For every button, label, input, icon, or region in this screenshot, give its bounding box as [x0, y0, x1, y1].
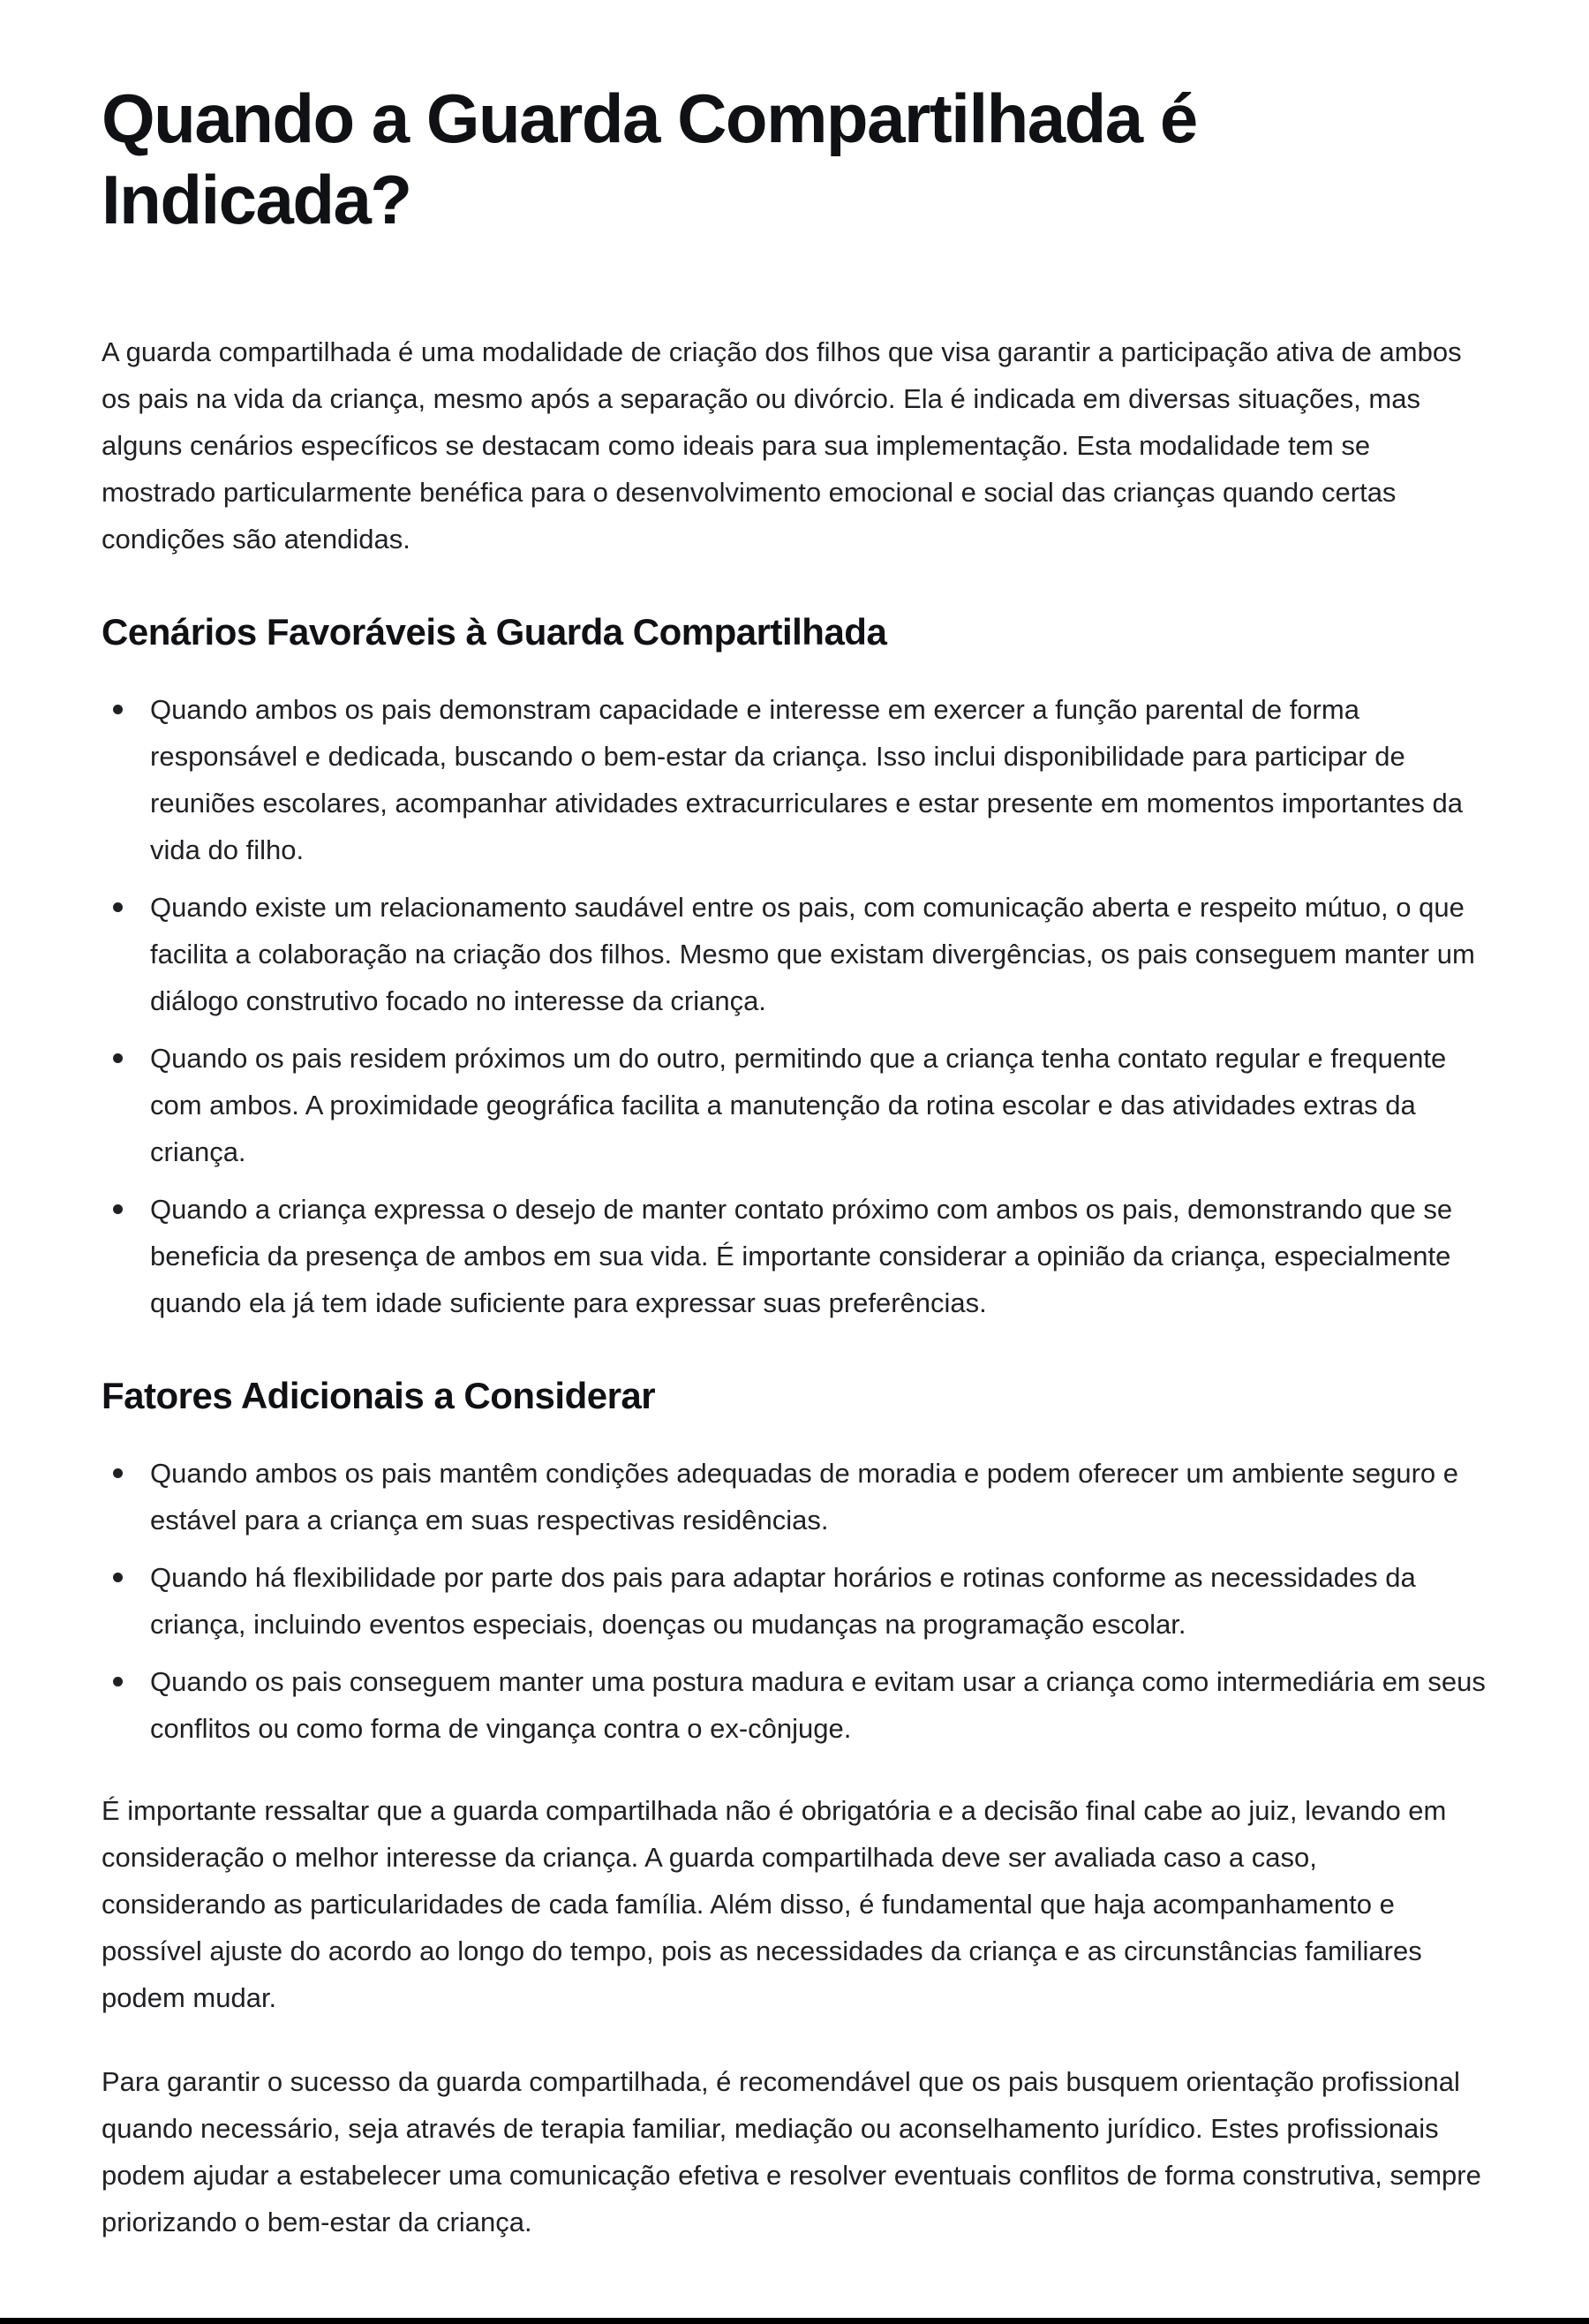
bullet-list-fatores	[102, 1450, 1487, 1752]
list-item-text: Quando ambos os pais demonstram capacidade e interesse em exercer a função parental de forma responsável e dedicada, buscando o bem-estar da criança. Isso inclui disponibilidade para participar de reuniões escolares, acompanhar atividades extracurriculares e estar presente em momentos importantes da vida do filho.	[150, 694, 1464, 865]
list-item-text: Quando existe um relacionamento saudável entre os pais, com comunicação aberta e respeito mútuo, o que facilita a colaboração na criação dos filhos. Mesmo que existam divergências, os pais conseguem manter um diálogo construtivo focado no interesse da criança.	[150, 892, 1475, 1016]
section-heading-fatores-adicionais: Fatores Adicionais a Considerar	[102, 1375, 656, 1416]
page-title: Quando a Guarda Compartilhada é Indicada?	[102, 79, 1197, 238]
intro-paragraph: A guarda compartilhada é uma modalidade de criação dos filhos que visa garantir a participação ativa de ambos os pais na vida da criança, mesmo após a separação ou divórcio. Ela é indicada em diversas situações, mas alguns cenários específicos se destacam como ideais para sua implementação. Esta modalidade tem se mostrado particularmente benéfica para o desenvolvimento emocional e social das crianças quando certas condições são atendidas.	[102, 336, 1462, 555]
bullet-icon	[113, 1468, 123, 1478]
list-item-text: Quando os pais conseguem manter uma postura madura e evitam usar a criança como intermediária em seus conflitos ou como forma de vingança contra o ex-cônjuge.	[150, 1666, 1486, 1744]
list-item-text: Quando a criança expressa o desejo de manter contato próximo com ambos os pais, demonstrando que se beneficia da presença de ambos em sua vida. É importante considerar a opinião da criança, especialmente quando ela já tem idade suficiente para expressar suas preferências.	[150, 1194, 1453, 1318]
list-item-text: Quando há flexibilidade por parte dos pais para adaptar horários e rotinas conforme as necessidades da criança, incluindo eventos especiais, doenças ou mudanças na programação escolar.	[150, 1562, 1416, 1640]
bottom-divider	[0, 2318, 1589, 2324]
bullet-list-cenarios	[102, 686, 1487, 1326]
list-item	[102, 1035, 1487, 1175]
section-heading-cenarios-favoraveis: Cenários Favoráveis à Guarda Compartilhada	[102, 611, 887, 653]
list-item	[102, 1658, 1487, 1752]
bullet-icon	[113, 1053, 123, 1063]
bullet-icon	[113, 705, 123, 714]
bullet-icon	[113, 1677, 123, 1686]
closing-paragraph: Para garantir o sucesso da guarda compartilhada, é recomendável que os pais busquem orientação profissional quando necessário, seja através de terapia familiar, mediação ou aconselhamento jurídico. Estes profissionais podem ajudar a estabelecer uma comunicação efetiva e resolver eventuais conflitos de forma construtiva, sempre priorizando o bem-estar da criança.	[102, 2066, 1481, 2237]
closing-paragraph: É importante ressaltar que a guarda compartilhada não é obrigatória e a decisão final cabe ao juiz, levando em consideração o melhor interesse da criança. A guarda compartilhada deve ser avaliada caso a caso, considerando as particularidades de cada família. Além disso, é fundamental que haja acompanhamento e possível ajuste do acordo ao longo do tempo, pois as necessidades da criança e as circunstâncias familiares podem mudar.	[102, 1795, 1447, 2013]
bullet-icon	[113, 1204, 123, 1214]
list-item-text: Quando ambos os pais mantêm condições adequadas de moradia e podem oferecer um ambiente seguro e estável para a criança em suas respectivas residências.	[150, 1458, 1459, 1536]
list-item	[102, 1554, 1487, 1648]
list-item-text: Quando os pais residem próximos um do outro, permitindo que a criança tenha contato regular e frequente com ambos. A proximidade geográfica facilita a manutenção da rotina escolar e das atividades extras da criança.	[150, 1043, 1447, 1167]
bullet-icon	[113, 902, 123, 912]
list-item	[102, 1450, 1487, 1543]
list-item	[102, 884, 1487, 1024]
list-item	[102, 1186, 1487, 1326]
list-item	[102, 686, 1487, 873]
bullet-icon	[113, 1573, 123, 1582]
